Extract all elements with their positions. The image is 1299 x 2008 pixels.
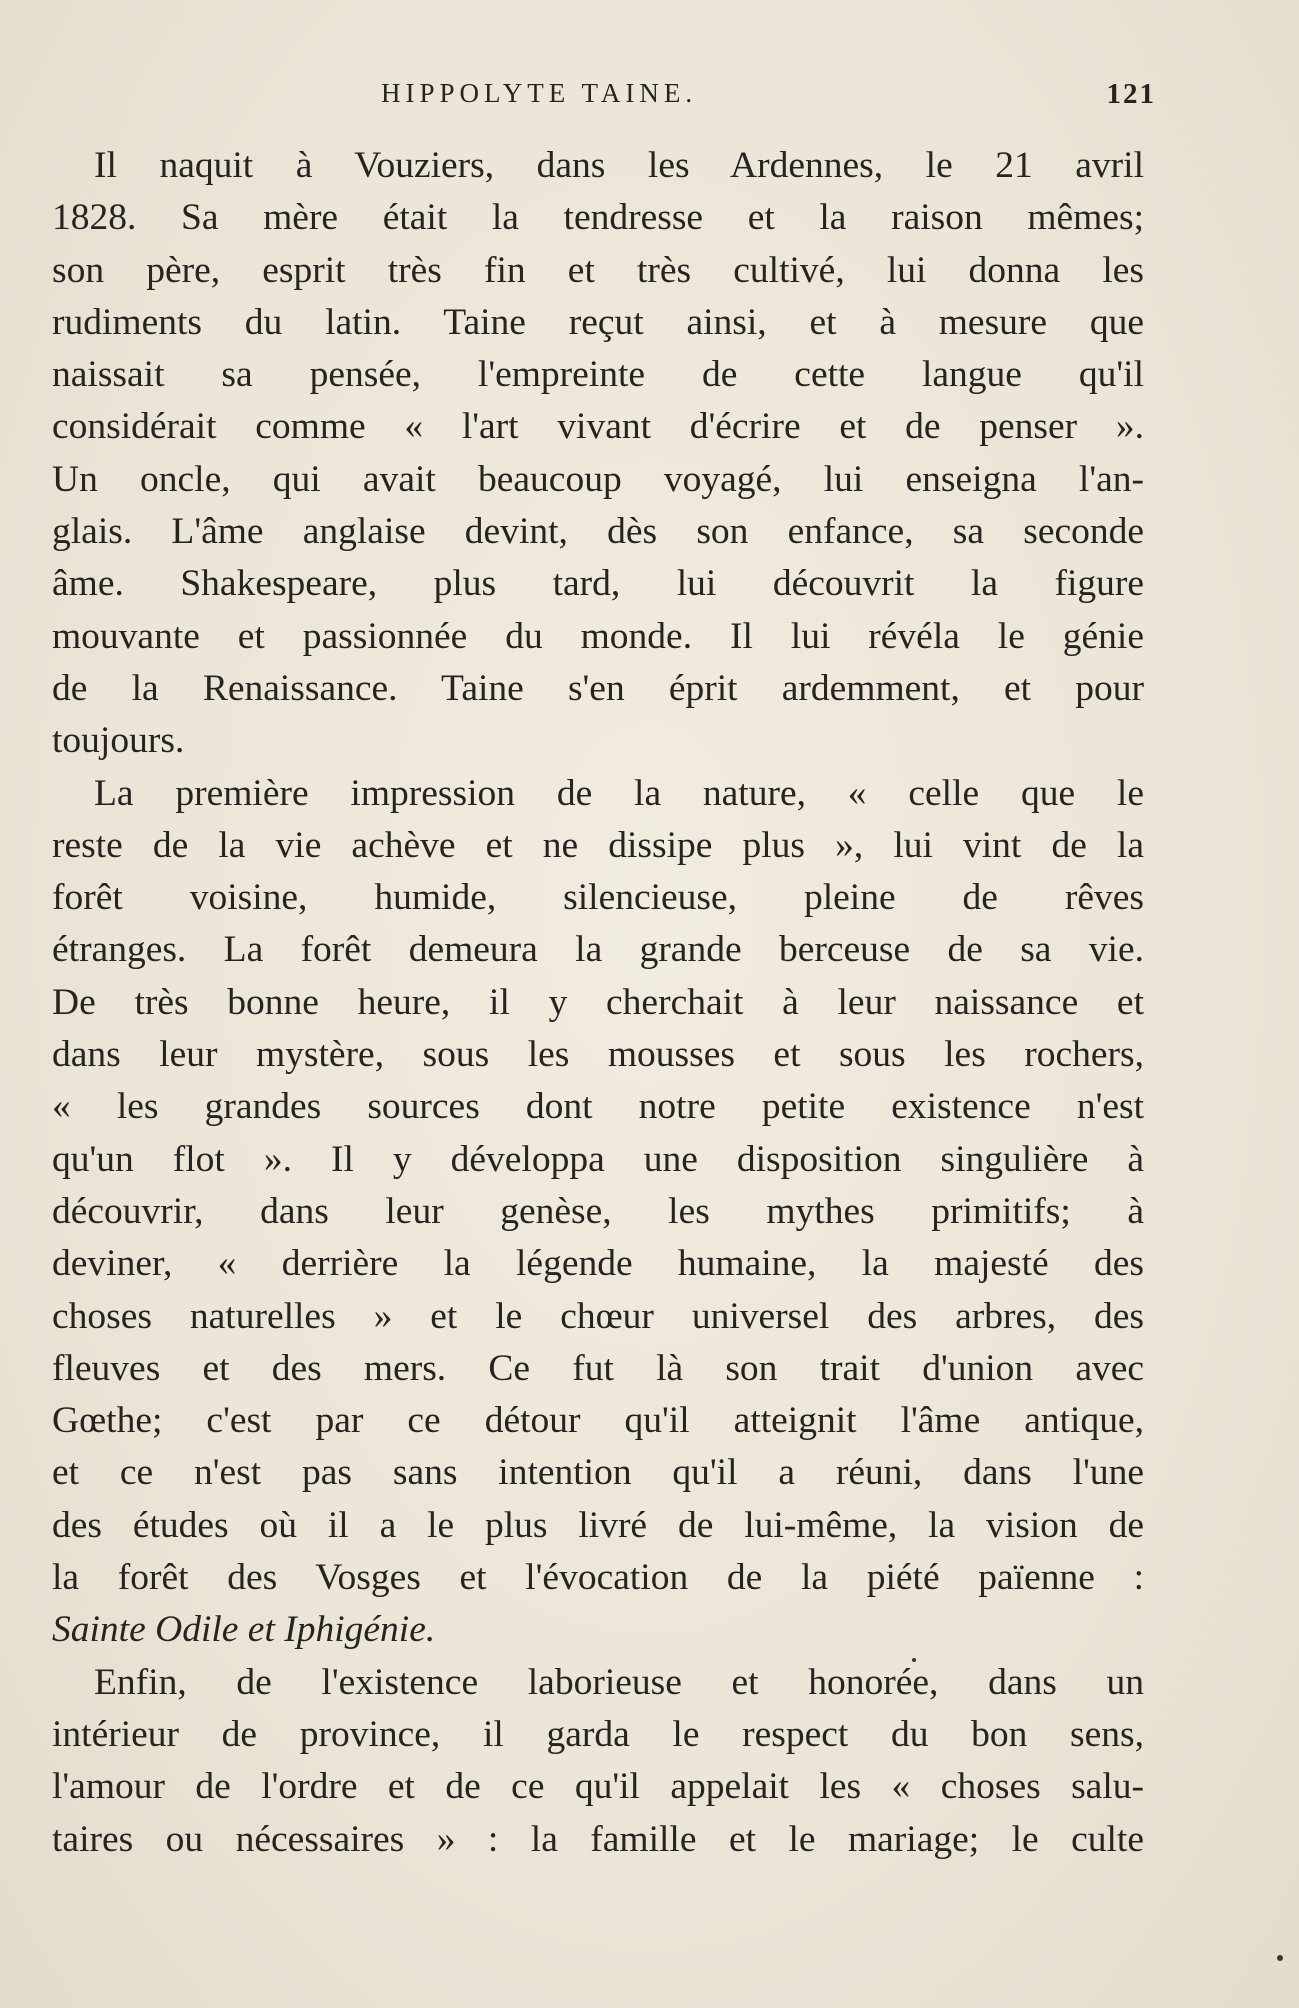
text-line: La première impression de la nature, « celle que le — [94, 772, 1144, 814]
text-line: choses naturelles » et le chœur universel des arbres, des — [52, 1295, 1144, 1337]
text-line: des études où il a le plus livré de lui-même, la vision de — [52, 1504, 1144, 1546]
text-line: fleuves et des mers. Ce fut là son trait d'union avec — [52, 1347, 1144, 1389]
text-line: deviner, « derrière la légende humaine, la majesté des — [52, 1243, 1144, 1285]
text-line: reste de la vie achève et ne dissipe plus », lui vint de la — [52, 824, 1144, 866]
running-head — [56, 78, 1156, 118]
text-line: qu'un flot ». Il y développa une disposition singulière à — [52, 1138, 1144, 1180]
text-line: « les grandes sources dont notre petite existence n'est — [52, 1086, 1144, 1128]
italic-title-line: Sainte Odile et Iphigénie. — [52, 1609, 436, 1651]
text-line: rudiments du latin. Taine reçut ainsi, et à mesure que — [52, 301, 1144, 343]
text-line: étranges. La forêt demeura la grande berceuse de sa vie. — [52, 929, 1144, 971]
paragraph-3 — [52, 1657, 1144, 1866]
body-text — [52, 140, 1144, 1866]
text-line: taires ou nécessaires » : la famille et le mariage; le culte — [52, 1818, 1144, 1860]
text-line: 1828. Sa mère était la tendresse et la raison mêmes; — [52, 197, 1144, 239]
paragraph-2 — [52, 768, 1144, 1657]
text-line: glais. L'âme anglaise devint, dès son enfance, sa seconde — [52, 511, 1144, 553]
text-line: naissait sa pensée, l'empreinte de cette langue qu'il — [52, 354, 1144, 396]
text-line: dans leur mystère, sous les mousses et sous les rochers, — [52, 1034, 1144, 1076]
paper-speck — [912, 1658, 916, 1662]
text-line: De très bonne heure, il y cherchait à leur naissance et — [52, 981, 1144, 1023]
text-line: Enfin, de l'existence laborieuse et honorée, dans un — [94, 1661, 1144, 1703]
page-number: 121 — [1106, 78, 1156, 110]
text-line: Gœthe; c'est par ce détour qu'il atteignit l'âme antique, — [52, 1400, 1144, 1442]
paragraph-1 — [52, 140, 1144, 768]
text-line: son père, esprit très fin et très cultivé, lui donna les — [52, 249, 1144, 291]
text-line: considérait comme « l'art vivant d'écrire et de penser ». — [52, 406, 1144, 448]
text-line: découvrir, dans leur genèse, les mythes primitifs; à — [52, 1190, 1144, 1232]
text-line: âme. Shakespeare, plus tard, lui découvrit la figure — [52, 563, 1144, 605]
text-line: l'amour de l'ordre et de ce qu'il appelait les « choses salu- — [52, 1766, 1144, 1808]
text-line: intérieur de province, il garda le respect du bon sens, — [52, 1713, 1144, 1755]
text-line: forêt voisine, humide, silencieuse, pleine de rêves — [52, 877, 1144, 919]
text-line: la forêt des Vosges et l'évocation de la piété païenne : — [52, 1557, 1144, 1599]
text-line: mouvante et passionnée du monde. Il lui révéla le génie — [52, 615, 1144, 657]
paper-speck — [1277, 1955, 1283, 1961]
text-line: et ce n'est pas sans intention qu'il a réuni, dans l'une — [52, 1452, 1144, 1494]
text-line: Il naquit à Vouziers, dans les Ardennes, le 21 avril — [94, 145, 1144, 186]
text-line: Un oncle, qui avait beaucoup voyagé, lui enseigna l'an- — [52, 458, 1144, 500]
text-line: de la Renaissance. Taine s'en éprit ardemment, et pour — [52, 667, 1144, 709]
text-line: toujours. — [52, 720, 185, 762]
running-title: HIPPOLYTE TAINE. — [381, 78, 698, 108]
